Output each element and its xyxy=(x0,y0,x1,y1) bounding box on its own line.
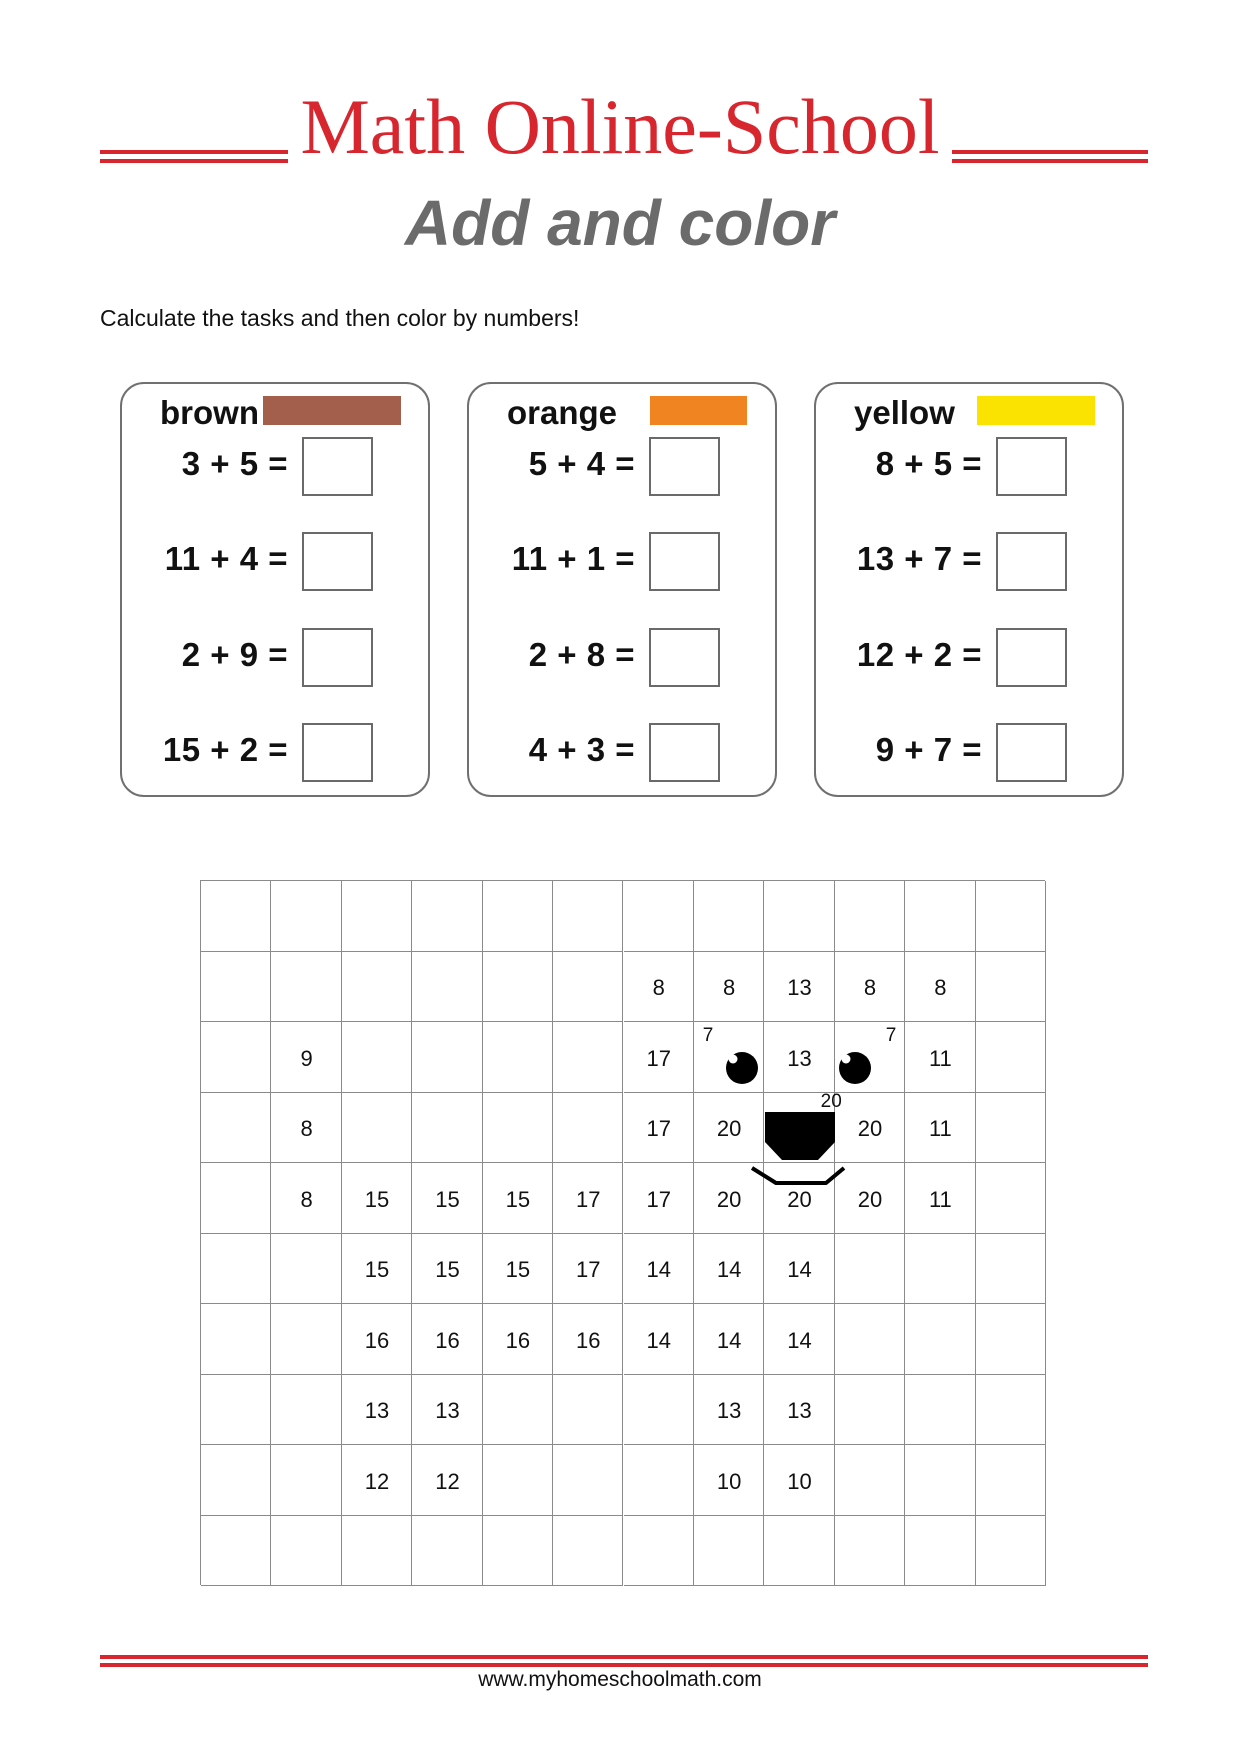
grid-number: 7 xyxy=(885,1025,897,1047)
footer-rule-2 xyxy=(100,1663,1148,1667)
grid-number: 20 xyxy=(857,1116,883,1142)
grid-number: 20 xyxy=(716,1186,742,1212)
grid-number: 9 xyxy=(300,1045,313,1071)
grid-number: 20 xyxy=(787,1186,812,1212)
grid-number: 16 xyxy=(364,1327,390,1353)
grid-number: 14 xyxy=(716,1257,742,1283)
grid-number: 14 xyxy=(716,1327,742,1353)
grid-number: 13 xyxy=(787,1045,812,1071)
grid-number: 14 xyxy=(787,1327,812,1353)
equation-text: 11 + 1 = xyxy=(511,540,635,577)
grid-number: 8 xyxy=(723,975,736,1001)
brand-title: Math Online-School xyxy=(0,88,1240,166)
grid-number: 16 xyxy=(505,1327,531,1353)
page-title: Add and color xyxy=(404,187,836,259)
grid-number: 11 xyxy=(928,1186,952,1212)
grid-number: 20 xyxy=(820,1090,842,1112)
instruction-text: Calculate the tasks and then color by numbers! xyxy=(100,305,580,331)
color-name-label: brown xyxy=(160,394,259,431)
equation-text: 2 + 9 = xyxy=(181,636,288,673)
grid-number: 8 xyxy=(652,975,665,1001)
grid-number: 17 xyxy=(646,1116,671,1142)
equation-text: 8 + 5 = xyxy=(875,445,982,482)
grid-number: 8 xyxy=(863,975,877,1001)
equation-text: 9 + 7 = xyxy=(875,731,982,768)
equation-text: 4 + 3 = xyxy=(528,731,635,768)
grid-number: 14 xyxy=(646,1327,671,1353)
website-url[interactable]: www.myhomeschoolmath.com xyxy=(478,1668,762,1691)
grid-number: 12 xyxy=(364,1468,390,1494)
right-eye-highlight xyxy=(842,1055,851,1064)
grid-number: 13 xyxy=(364,1398,390,1424)
grid-number: 13 xyxy=(787,1398,812,1424)
grid-number: 10 xyxy=(716,1468,742,1494)
grid-number: 15 xyxy=(364,1186,390,1212)
equation-text: 12 + 2 = xyxy=(856,636,982,673)
equation-text: 5 + 4 = xyxy=(528,445,635,482)
grid-number: 11 xyxy=(928,1045,952,1071)
footer-rule-1 xyxy=(100,1655,1148,1659)
grid-number: 8 xyxy=(934,975,947,1001)
grid-number: 15 xyxy=(505,1257,531,1283)
equation-text: 13 + 7 = xyxy=(856,540,982,577)
grid-number: 15 xyxy=(435,1186,460,1212)
nose-icon xyxy=(765,1112,835,1160)
grid-number: 13 xyxy=(787,975,812,1001)
grid-number: 8 xyxy=(300,1186,313,1212)
color-name-label: yellow xyxy=(854,394,955,431)
grid-number: 7 xyxy=(702,1025,714,1047)
grid-number: 10 xyxy=(787,1468,812,1494)
grid-number: 15 xyxy=(505,1186,531,1212)
color-name-label: orange xyxy=(507,394,618,431)
equation-text: 11 + 4 = xyxy=(164,540,288,577)
equation-text: 3 + 5 = xyxy=(181,445,288,482)
grid-number: 17 xyxy=(646,1045,671,1071)
grid-number: 15 xyxy=(435,1257,460,1283)
grid-number: 20 xyxy=(857,1186,883,1212)
grid-number: 13 xyxy=(716,1398,742,1424)
grid-number: 13 xyxy=(435,1398,460,1424)
grid-number: 14 xyxy=(787,1257,812,1283)
grid-number: 14 xyxy=(646,1257,671,1283)
grid-number: 17 xyxy=(646,1186,671,1212)
grid-number: 8 xyxy=(300,1116,313,1142)
mouth-icon xyxy=(752,1168,844,1183)
grid-number: 17 xyxy=(576,1186,601,1212)
equation-text: 15 + 2 = xyxy=(162,731,288,768)
grid-number: 16 xyxy=(576,1327,601,1353)
grid-number: 12 xyxy=(435,1468,460,1494)
left-eye-highlight xyxy=(729,1055,738,1064)
grid-number: 11 xyxy=(928,1116,952,1142)
grid-number: 16 xyxy=(435,1327,460,1353)
grid-number: 17 xyxy=(576,1257,601,1283)
grid-number: 15 xyxy=(364,1257,390,1283)
grid-number: 20 xyxy=(716,1116,742,1142)
equation-text: 2 + 8 = xyxy=(528,636,635,673)
